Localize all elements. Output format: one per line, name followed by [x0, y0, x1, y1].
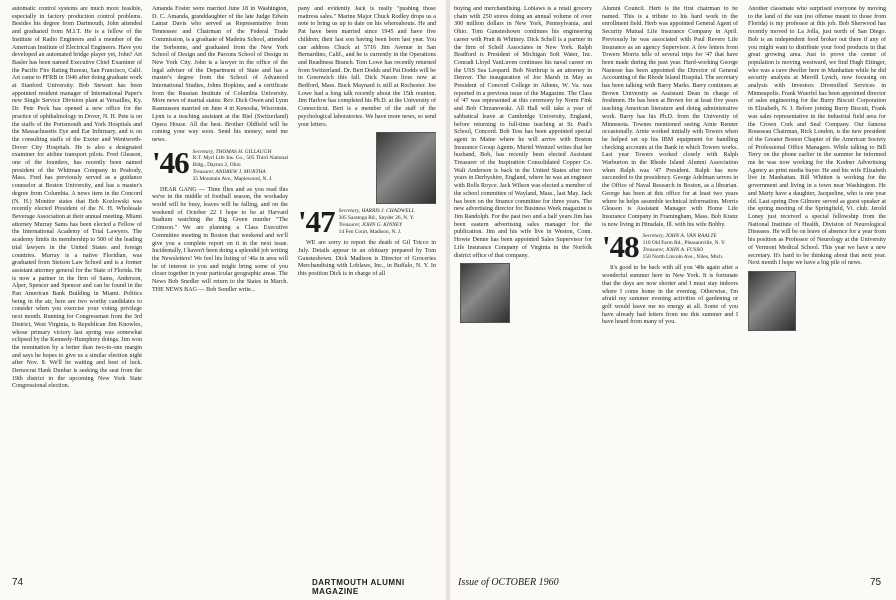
- left-col2-text: Amanda Foster were married June 18 in Washington, D. C. Amanda, granddaughter of the late Judge Edwin Lamar Davis who served as Representative from Tennessee and Chairman of the Federal Trade Commission, is a graduate of Madeira School, attended the Sorbonne, and graduated from the New York School of Design and the Parsons School of Design in New York City. John is a lawyer in the office of the legal adviser of the Department of State and has a master's degree from the School of Advanced International Studies, Johns Hopkins, and a certificate from the Russian Institute of Columbia University. More news of marital status: Rev. Dick Owen and Lynn Rasmussen married on June 4 in Kenosha, Wisconsin. Lynn is a teaching assistant at the Biel (Switzerland) Opera House. All the best. Brother Oldfield will be coming your way soon. Send his money; send me news.: [152, 6, 288, 143]
- class-46-secretary: Secretary, THOMAS H. GILLAUGH: [192, 148, 272, 155]
- right-col1-text: buying and merchandising. Loblaws is a retail grocery chain with 250 stores doing an annual volume of over 300 million dollars in New York, Pennsylvania, and Ohio. Tom Gunsteshown continues his engineering career with Pratt & Whitney. Dick Schell is a partner in the firm of Schell Associates in New York. Ralph Bradford is President of Michigan Soft Water, Inc. Conradt Lloyd VanLuven continues his naval career on the USS Sea Leopard. Bob Northrup is an attorney in Denver. The inauguration of Joe Marsh in May as President of Concord College in Athens, W. Va. was reported in a previous issue of the Magazine. The Class of '47 was represented at this ceremony by Norm Fink and Bob Chrzanowski. All Hall will take a year of sabbatical leave at Cambridge University, England, before returning to full-time teaching at St. Paul's School, Concord. Bob Tess has been appointed special agent in Maine where he will arrive with Boston Insurance Group Agents. Muriel Wentzel writes that her husband, Bob, has recently been elected Assistant Treasurer of the Inspiration Consolidated Copper Co. Walt Anderson is back in the United States after two years in Derbyshire, England, where he was an engineer with Rolls Royce. Jack Wilson was elected a member of the school committee of Wayland, Mass., last May. Jack has been on the finance committee for three years. The new advertising director for Business Week magazine is Jim Randolph. For the past two and a half years Jim has been eastern advertising sales manager for the publication. Jim and his wife live in Weston, Conn. Howie Denne has been appointed Sales Supervisor for Life Insurance Company of Virginia in the Norfolk district office of that company.: [454, 6, 592, 259]
- left-page: [0, 0, 446, 600]
- left-footer: [0, 575, 446, 595]
- left-col3-text: pany and evidently Jack is really "pushing those mattress sales." Marine Major Chuck Rodley drops us a note to bring us up to date on his whereabouts. He and Pat have been married since 1945 and have five children; their last son having been born last year. You can address Chuck at 5716 Jim Avenue in San Bernardino, Calif., and he is currently in the Operations and Readiness Branch. Tom Lowe has recently returned from Switzerland. Dr. Bert Dodds and Pat Dodds will be in Greenwich this fall. Dick Nason lives now at Bedford, Mass. Buck Maynard is still at Rochester. Joe Lowe had a long talk recently about the 15th reunion. Jim Harlow has completed his Ph.D. at the University of Connecticut. Bert is a member of the staff of the psychological laboratories. We have more news, so send your letters.: [298, 6, 436, 128]
- right-footer: [450, 575, 896, 595]
- class-47-secretary: Secretary, HARRIS J. CHADWELL: [338, 208, 415, 215]
- magazine-title: DARTMOUTH ALUMNI MAGAZINE: [312, 578, 405, 596]
- class-46-treasurer-addr: 35 Mountain Ave., Maplewood, N. J.: [192, 175, 273, 182]
- right-page: [450, 0, 896, 600]
- left-col3b-text: WE are sorry to report the death of Gil Tricco in July. Details appear in an obituary prepared by Tom Gunsteshown. Dick Madison is Director of Groceries Merchandising with Loblaws, Inc., in Buffalo, N. Y. In this position Dick is in charge of all: [298, 240, 436, 278]
- right-column-3: [748, 6, 886, 564]
- classmate-photo: [460, 263, 510, 323]
- left-page-number: 74: [12, 577, 24, 588]
- right-page-number: 75: [870, 577, 882, 588]
- right-column-1: [454, 6, 592, 564]
- class-48-officers: [643, 233, 726, 260]
- class-48-treasurer-addr: 150 North Lincoln Ave., Niles, Mich.: [642, 253, 724, 260]
- left-col2b-text: DEAR GANG — Time flies and as you read this we're in the middle of football season, the workaday world will be busy, leaves will be falling, and on the weekend of October 22 I hope to be at Harvard Stadium watching the Big Green murder "The Crimson." We are planning a Class Executive Committee meeting in Boston that weekend and we'll give you a complete report on it in the next issue. Incidentally, I haven't been doing a splendid job writing the Newsletters! We feel his listing of '46s in area will be of interest to you and might bring some of you closer together in your particular geographic areas. The News Bob Snedler will return to the States in March. THE NEWS BAG — Bob Sondler write...: [152, 186, 288, 293]
- class-48-secretary-addr: 110 Old Farm Rd., Pleasantville, N. Y.: [642, 240, 726, 247]
- class-48-treasurer: Treasurer, JOHN A. FUSSO: [642, 246, 704, 253]
- class-47-treasurer-addr: 14 Fen Court, Madison, N. J.: [338, 228, 402, 235]
- class-47-secretary-addr: 305 Saratoga Rd., Snyder 26, N. Y.: [338, 215, 415, 222]
- right-col2-text: Alumni Council. Herb is the first chairman to be named. This is a tribute to his hard work in the enrollment field. Herb was appointed General Agent of Security Mutual Life Insurance Company in April. Previously he was associated with Paul Revere Life Insurance as an agency Supervisor. A few letters from Towers Morris tells of several trips for '47 that have been made during the past year. Hard-working George Nasnose has been appointed the Director of General Accounting of the Rhode Island Hospital. The secretary has been talking with Barry Marks. Barry continues at Brown University as Assistant Dean in charge of freshmen. He has been at Brown for at least five years teaching American literature and doing administrative work. Barry has his Ph.D. from the University of Minnesota. Townes mentioned seeing Arnie Renner occasionally. Arnie worked initially with Towers when he helped set up his IBM equipment for handling checking accounts at the Bank in which Towers works. Last year Towers worked closely with Ralph Warburton in the Rhode Island Alumni Association when Ralph was '47 President. Ralph has now succeeded to the presidency. George Adelman serves in the Office of Naval Research in Boston, as a librarian. George has been at this office for at least two years where he helps assemble technical information. Morris Gleason is Assistant Manager with Home Life Insurance Company in Framingham, Mass. Bob Kranz is now living in Hinsdale, Ill. with his wife Bobby.: [602, 6, 738, 228]
- classmate-photo: [376, 132, 436, 204]
- class-46-secretary-addr: R.T. Myrl Life Ins. Co., 505 Third National Bldg., Dayton 2, Ohio: [192, 155, 288, 169]
- class-47-header: [298, 204, 436, 240]
- right-col3-text: Another classmate who surprised everyone by moving to the land of the sun (no offense meant to those from Florida) is my professor at this job. Bob Sherwood has recently moved to La Jolla, just north of San Diego. Bob is an independent food broker out there if any of you might want to distribute your food products in that great growing area. Just to prove the center of population is moving westward, we find Hugh Ettinger, who was a cave dweller here in Manhattan while he did security analysis at Merrill Lynch, now focusing on analysis with Investors Diversified Services in Minneapolis. Frank Wuerfel has been appointed director of sales engineering for the Burry Biscuit Corporation in Elizabeth, N. J. Before joining Burry Biscuit, Frank was sales representative in the industrial field area for the Crown Cork and Seal Company. Our famous Rousseau Chairman, Rick London, is the new president of the Greater Boston Chapter of the American Society of Professional Office Managers. While talking to Bill Terry on the phone earlier in the summer he informed me he was now working for the Kodner Advertising Agency as print media buyer. He and his wife Elizabeth live in Manhattan. Bill Whitten is working for the government and living in a town near Washington. He and Marty have a daughter, Jacqueline, who is one year old. Last spring Don Gilmore served as guest speaker at the spring meeting of the Springfield, Vt. club. Jerold Loney just received a special fellowship from the National Institute of Health, Division of Neurological Diseases. He will be on leave of absence for a year from his position as Professor of Neurology at the University of Vermont Medical School. This year we have a new secretary. It's hard to be thinking about that next year. Next month I hope we have a big pile of news.: [748, 6, 886, 267]
- left-column-1: [12, 6, 142, 564]
- left-column-3: [298, 6, 436, 564]
- left-column-2: [152, 6, 288, 564]
- right-col2b-text: It's good to be back with all you '48s again after a wonderful summer here in New York. It is fortunate that the days are now shorter and I must stay indoors where I come home in the evening. Otherwise, I'm afraid my summer evening activities of gardening or golf would leave me no energy at all. Some of you have already had letters from me this summer and I have heard from many of you.: [602, 265, 738, 326]
- class-46-header: [152, 144, 288, 183]
- class-46-year: '46: [152, 144, 189, 180]
- class-48-year: '48: [602, 229, 639, 265]
- class-47-officers: [339, 208, 415, 235]
- left-col1-text: automatic control systems are much more feasible, especially in factory production control problems. Besides his degree from Dartmouth, John attended and graduated from M.I.T. He is a fellow of the Institute of Radio Engineers and a member of the American Institute of Electrical Engineers. Have you developed an automated bridge player yet, John? Art Basler has been named Executive Chief Examiner of the Pacific Fire Rating Bureau, San Francisco, Calif. Art came to PFRB in 1946 after doing graduate work at Stanford University. Bob Stewart has been appointed resident manager of International Paper's new Single Service Division plant at Versailles, Ky. Dr. Pete Peck has opened a new office for the practice of ophthalmology in Dover, N. H. Pete is on the staffs of the Portsmouth and York Hospitals and the Massachusetts Eye and Ear Infirmary, and is on the consulting staffs of the Exeter and Wentworth-Dover City Hospitals. He is also a designated examiner for airline transport pilots. Fred Gleason, one of the founders, has recently been named president of the Whitman Company in Peabody, Mass. Fred has previously served as a guidance counselor at Boston University, and has a master's degree from Columbia. A news item in the Concord (N. H.) Monitor states that Bob Kozlowski was recently elected President of the N. H. Wholesale Beverage Association at their annual meeting. Miami attorney Murray Sams has been elected a Fellow of the International Academy of Trial Lawyers. The academy limits its membership to 500 of the leading trial lawyers in the United States and foreign countries. Murray is a native Floridian, was graduated from Stetson Law School and is a former assistant attorney general for the State of Florida. He is now a partner in the firm of Sams, Anderson, Alper, Spencer and Spencer and can be found in the Pan American Bank Building in Miami. Politics being in the air, here are two worthy candidates to consider when you exercise your voting privilege next month. Running for Congressman from the 3rd District, West Virginia, is Republican Jim Knowles, whose primary victory last spring was somewhat eclipsed by the Kennedy-Humphrey doings. Jim won the nomination by a better than two-to-one margin and says he hopes to give us a similar election night after Nov. 8. We'll be waiting and best of luck. Democrat Hank Dunbar is seeking the seat from the 19th district in the upcoming New York State Congressional election.: [12, 6, 142, 390]
- class-46-treasurer: Treasurer, ANDREW J. MURTHA: [192, 169, 266, 176]
- class-47-treasurer: Treasurer, JOHN G. KINNEY: [338, 221, 403, 228]
- class-48-header: [602, 229, 738, 265]
- class-47-year: '47: [298, 204, 335, 240]
- right-column-2: [602, 6, 738, 564]
- class-46-officers: [193, 149, 288, 183]
- issue-label: Issue of OCTOBER 1960: [458, 577, 559, 588]
- class-48-secretary: Secretary, JOHN A. VAN RAALTE: [642, 233, 717, 240]
- classmate-photo: [748, 271, 796, 331]
